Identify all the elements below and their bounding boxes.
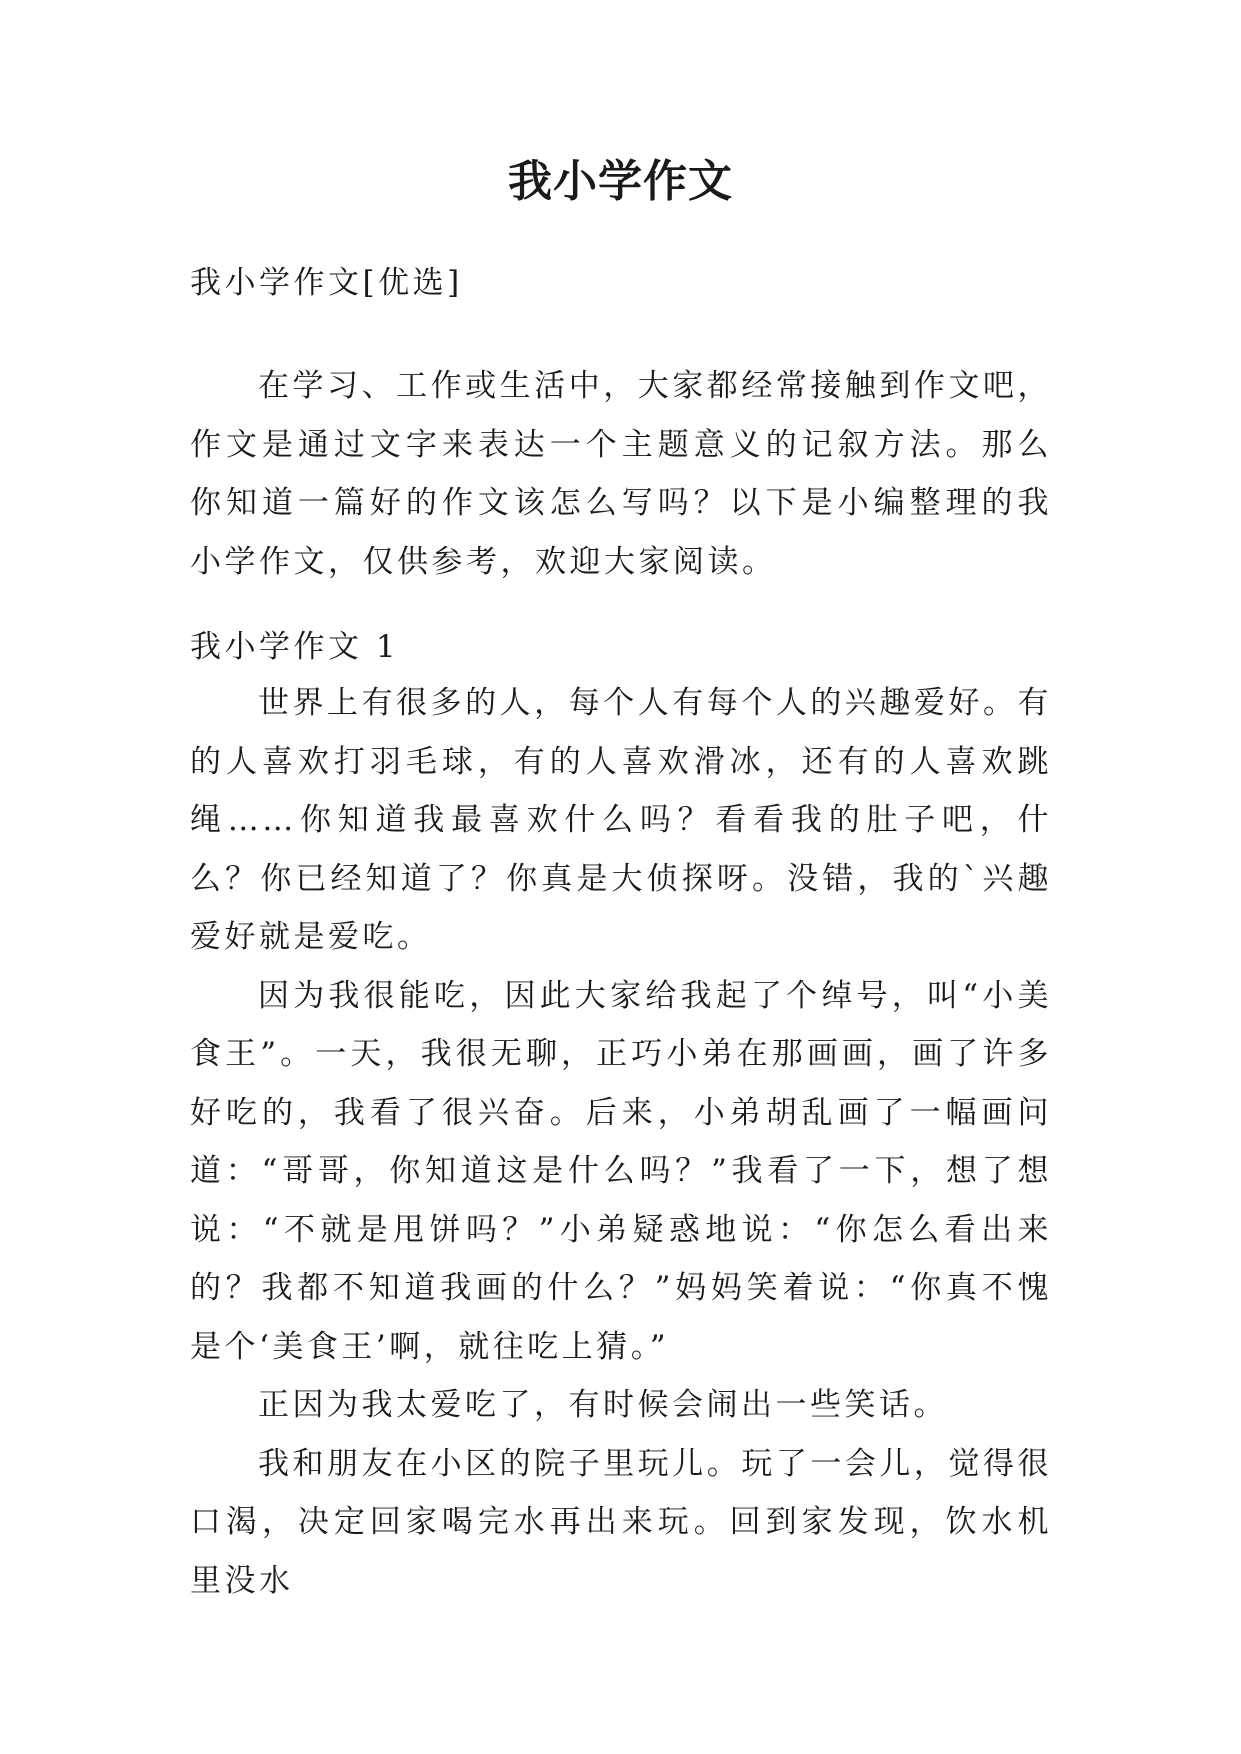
essay-paragraph: 世界上有很多的人，每个人有每个人的兴趣爱好。有的人喜欢打羽毛球，有的人喜欢滑冰，还有的人喜欢跳绳……你知道我最喜欢什么吗？看看我的肚子吧，什么？你已经知道了？你真是大侦探呀。没错，我的`兴趣爱好就是爱吃。 [190,685,1052,955]
document-title: 我小学作文 [508,156,733,207]
section-heading: 我小学作文 1 [190,629,400,665]
essay-paragraph: 因为我很能吃，因此大家给我起了个绰号，叫“小美食王”。一天，我很无聊，正巧小弟在那画画，画了许多好吃的，我看了很兴奋。后来，小弟胡乱画了一幅画问道：“哥哥，你知道这是什么吗？”我看了一下，想了想说：“不就是甩饼吗？”小弟疑惑地说：“你怎么看出来的？我都不知道我画的什么？”妈妈笑着说：“你真不愧是个‘美食王’啊，就往吃上猜。” [190,977,1052,1365]
essay-paragraph: 我和朋友在小区的院子里玩儿。玩了一会儿，觉得很口渴，决定回家喝完水再出来玩。回到家发现，饮水机里没水 [190,1445,1052,1599]
intro-paragraph: 在学习、工作或生活中，大家都经常接触到作文吧，作文是通过文字来表达一个主题意义的记叙方法。那么你知道一篇好的作文该怎么写吗？以下是小编整理的我小学作文，仅供参考，欢迎大家阅读。 [190,368,1052,580]
essay-body [190,674,1052,1610]
document-subtitle: 我小学作文[优选] [190,265,463,301]
essay-paragraph: 正因为我太爱吃了，有时候会闹出一些笑话。 [258,1387,948,1423]
